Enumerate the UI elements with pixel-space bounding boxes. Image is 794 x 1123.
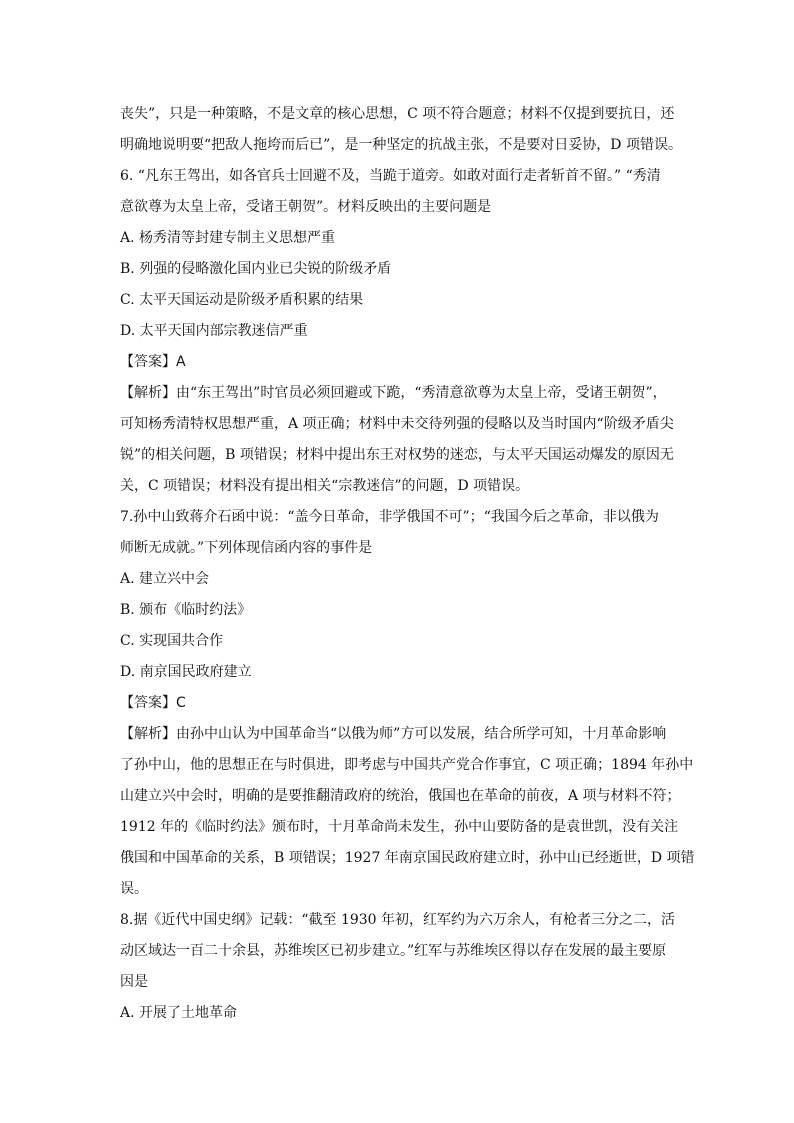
analysis-line: 了孙中山，他的思想正在与时俱进，即考虑与中国共产党合作事宜，C 项正确；1894 年孙中	[120, 757, 694, 773]
analysis-line: 【解析】由孙中山认为中国革命当“以俄为师”方可以发展，结合所学可知，十月革命影响	[120, 726, 667, 742]
option-c: C. 实现国共合作	[120, 633, 224, 649]
question-6-stem: 6. “凡东王驾出，如各官兵士回避不及，当跪于道旁。如敢对面行走者斩首不留。” “秀清	[120, 168, 661, 184]
answer-label: 【答案】A	[120, 354, 186, 370]
option-c: C. 太平天国运动是阶级矛盾积累的结果	[120, 292, 364, 308]
text-line: 明确地说明要“把敌人拖垮而后已”，是一种坚定的抗战主张，不是要对日妥协，D 项错误。	[120, 137, 682, 153]
text-line: 丧失”，只是一种策略，不是文章的核心思想，C 项不符合题意；材料不仅提到要抗日，还	[120, 106, 675, 122]
analysis-line: 俄国和中国革命的关系，B 项错误；1927 年南京国民政府建立时，孙中山已经逝世，D 项错	[120, 850, 695, 866]
analysis-line: 锐”的相关问题，B 项错误；材料中提出东王对权势的迷恋，与太平天国运动爆发的原因无	[120, 447, 674, 463]
question-7-stem: 7.孙中山致蒋介石函中说：“盖今日革命，非学俄国不可”；“我国今后之革命，非以俄为	[120, 509, 659, 525]
analysis-line: 可知杨秀清特权思想严重，A 项正确；材料中未交待列强的侵略以及当时国内“阶级矛盾尖	[120, 416, 674, 432]
option-b: B. 颁布《临时约法》	[120, 602, 252, 618]
analysis-line: 1912 年的《临时约法》颁布时，十月革命尚未发生，孙中山要防备的是袁世凯，没有关注	[120, 819, 679, 835]
option-a: A. 建立兴中会	[120, 571, 210, 587]
option-a: A. 开展了土地革命	[120, 1005, 238, 1021]
text-line: 动区域达一百二十余县，苏维埃区已初步建立。”红军与苏维埃区得以存在发展的最主要原	[120, 943, 667, 959]
answer-label: 【答案】C	[120, 695, 186, 711]
option-b: B. 列强的侵略激化国内业已尖锐的阶级矛盾	[120, 261, 392, 277]
analysis-line: 山建立兴中会时，明确的是要推翻清政府的统治，俄国也在革命的前夜，A 项与材料不符；	[120, 788, 681, 804]
text-line: 师断无成就。”下列体现信函内容的事件是	[120, 540, 373, 556]
option-d: D. 太平天国内部宗教迷信严重	[120, 323, 308, 339]
analysis-line: 关，C 项错误；材料没有提出相关“宗教迷信”的问题，D 项错误。	[120, 478, 530, 494]
analysis-line: 【解析】由“东王驾出”时官员必须回避或下跪，“秀清意欲尊为太皇上帝，受诸王朝贺”，	[120, 385, 667, 401]
question-8-stem: 8.据《近代中国史纲》记载：“截至 1930 年初，红军约为六万余人，有枪者三分之二，活	[120, 912, 676, 928]
option-a: A. 杨秀清等封建专制主义思想严重	[120, 230, 336, 246]
option-d: D. 南京国民政府建立	[120, 664, 252, 680]
analysis-line: 误。	[120, 881, 148, 897]
text-line: 意欲尊为太皇上帝，受诸王朝贺”。材料反映出的主要问题是	[120, 199, 492, 215]
text-line: 因是	[120, 974, 148, 990]
